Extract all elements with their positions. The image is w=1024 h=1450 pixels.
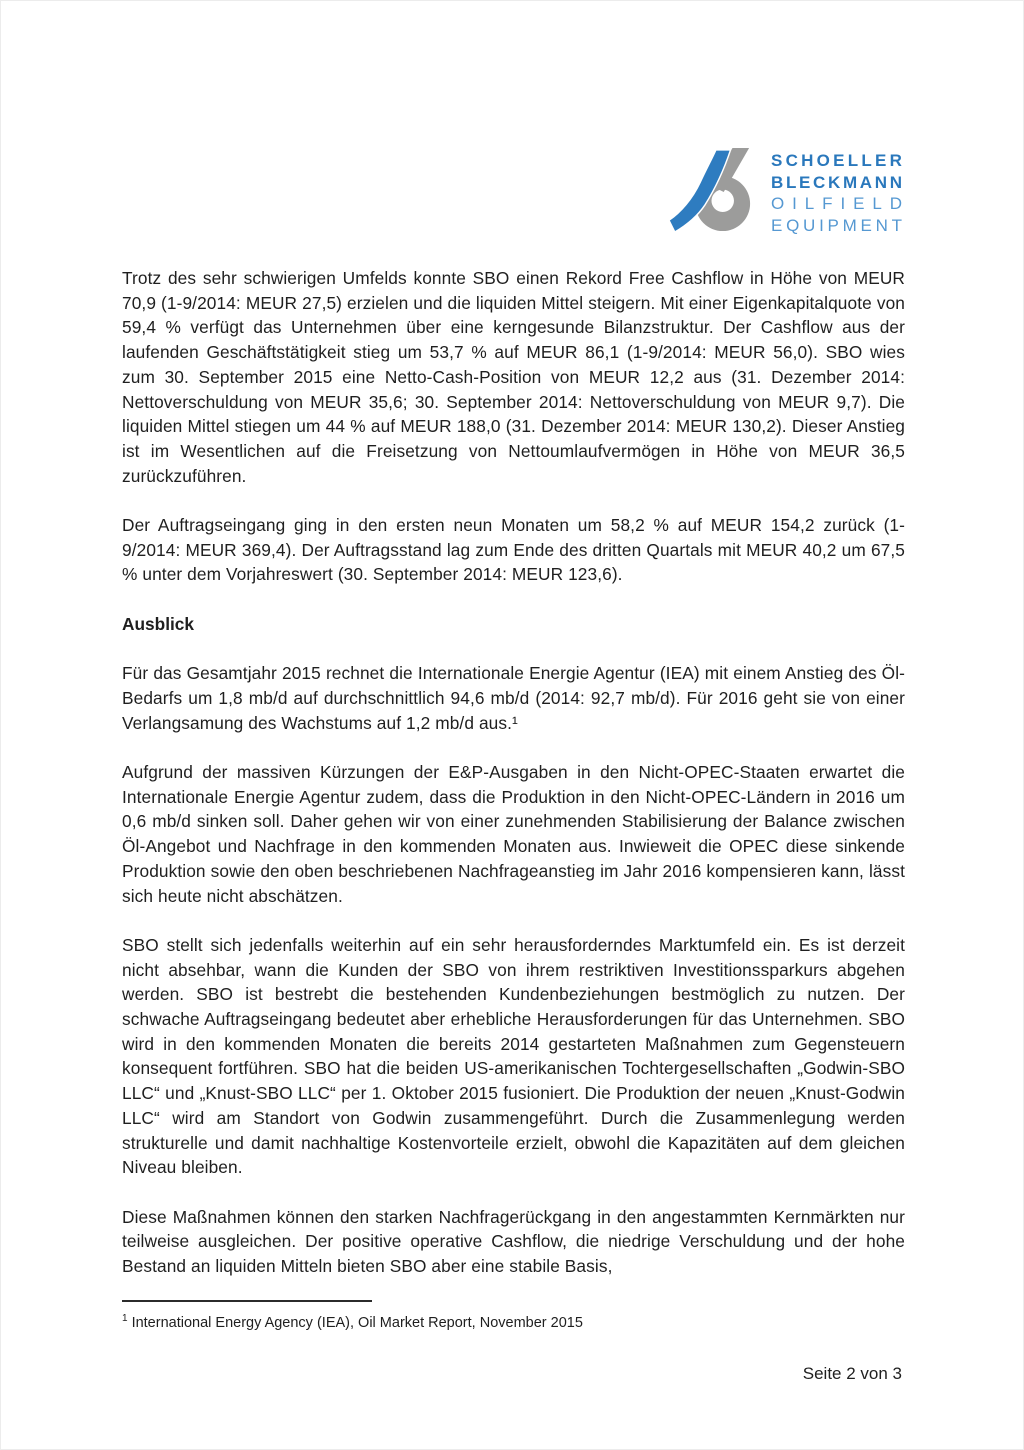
paragraph-free-cashflow: Trotz des sehr schwierigen Umfelds konnte SBO einen Rekord Free Cashflow in Höhe von MEUR 70,9 (1-9/2014: MEUR 27,5) erzielen und die liquiden Mittel steigern. Mit einer Eigenkapitalquote von 59,4 % verfügt das Unternehmen über eine kerngesunde Bilanzstruktur. Der Cashflow aus der laufenden Geschäftstätigkeit stieg um 53,7 % auf MEUR 86,1 (1-9/2014: MEUR 56,0). SBO wies zum 30. September 2015 eine Netto-Cash-Position von MEUR 12,2 aus (31. Dezember 2014: Nettoverschuldung von MEUR 35,6; 30. September 2014: Nettoverschuldung von MEUR 9,7). Die liquiden Mittel stiegen um 44 % auf MEUR 188,0 (31. Dezember 2014: MEUR 130,2). Dieser Anstieg ist im Wesentlichen auf die Freisetzung von Nettoumlaufvermögen in Höhe von MEUR 36,5 zurückzuführen. <box>122 268 905 486</box>
footnote-block <box>122 1300 905 1333</box>
logo-text-schoeller: S C H O E L L E R <box>771 151 902 170</box>
sbo-logo-icon <box>668 147 754 234</box>
document-body <box>122 266 905 1303</box>
company-logo-wordmark <box>771 147 902 236</box>
logo-text-oilfield: O I L F I E L D <box>771 194 902 213</box>
page-number: Seite 2 von 3 <box>802 1364 902 1383</box>
footnote-marker: 1 <box>122 1313 128 1324</box>
paragraph-opec-production: Aufgrund der massiven Kürzungen der E&P-Ausgaben in den Nicht-OPEC-Staaten erwartet die Internationale Energie Agentur zudem, dass die Produktion in den Nicht-OPEC-Ländern in 2016 um 0,6 mb/d sinken soll. Daher gehen wir von einer zunehmenden Stabilisierung der Balance zwischen Öl-Angebot und Nachfrage in den kommenden Monaten aus. Inwieweit die OPEC diese sinkende Produktion sowie den oben beschriebenen Nachfrageanstieg im Jahr 2016 kompensieren kann, lässt sich heute nicht abschätzen. <box>122 762 905 906</box>
logo-text-bleckmann: B L E C K M A N N <box>771 172 902 192</box>
paragraph-order-intake: Der Auftragseingang ging in den ersten neun Monaten um 58,2 % auf MEUR 154,2 zurück (1-9/2014: MEUR 369,4). Der Auftragsstand lag zum Ende des dritten Quartals mit MEUR 40,2 um 67,5 % unter dem Vorjahreswert (30. September 2014: MEUR 123,6). <box>122 515 905 585</box>
footnote <box>122 1309 905 1333</box>
logo-text-equipment: E Q U I P M E N T <box>771 215 902 235</box>
paragraph-measures: Diese Maßnahmen können den starken Nachfragerückgang in den angestammten Kernmärkten nur teilweise ausgleichen. Der positive operative Cashflow, die niedrige Verschuldung und der hohe Bestand an liquiden Mitteln bieten SBO aber eine stabile Basis, <box>122 1206 905 1277</box>
section-heading-ausblick: Ausblick <box>122 613 195 634</box>
footnote-separator <box>122 1300 372 1302</box>
paragraph-iea-forecast: Für das Gesamtjahr 2015 rechnet die Internationale Energie Agentur (IEA) mit einem Anstieg des Öl-Bedarfs um 1,8 mb/d auf durchschnittlich 94,6 mb/d (2014: 92,7 mb/d). Für 2016 geht sie von einer Verlangsamung des Wachstums auf 1,2 mb/d aus.¹ <box>122 663 905 733</box>
footnote-text: International Energy Agency (IEA), Oil Market Report, November 2015 <box>131 1314 583 1331</box>
paragraph-market-environment: SBO stellt sich jedenfalls weiterhin auf ein sehr herausforderndes Marktumfeld ein. Es ist derzeit nicht absehbar, wann die Kunden der SBO von ihrem restriktiven Investitionssparkurs abgehen werden. SBO ist bestrebt die bestehenden Kundenbeziehungen bestmöglich zu nutzen. Der schwache Auftragseingang bedeutet aber erhebliche Herausforderungen für das Unternehmen. SBO wird in den kommenden Monaten die bereits 2014 gestarteten Maßnahmen zum Gegensteuern konsequent fortführen. SBO hat die beiden US-amerikanischen Tochtergesellschaften „Godwin-SBO LLC“ und „Knust-SBO LLC“ per 1. Oktober 2015 fusioniert. Die Produktion der neuen „Knust-Godwin LLC“ wird am Standort von Godwin zusammengeführt. Durch die Zusammenlegung werden strukturelle und damit nachhaltige Kostenvorteile erzielt, obwohl die Kapazitäten auf dem gleichen Niveau bleiben. <box>122 934 905 1178</box>
company-logo <box>668 147 902 236</box>
